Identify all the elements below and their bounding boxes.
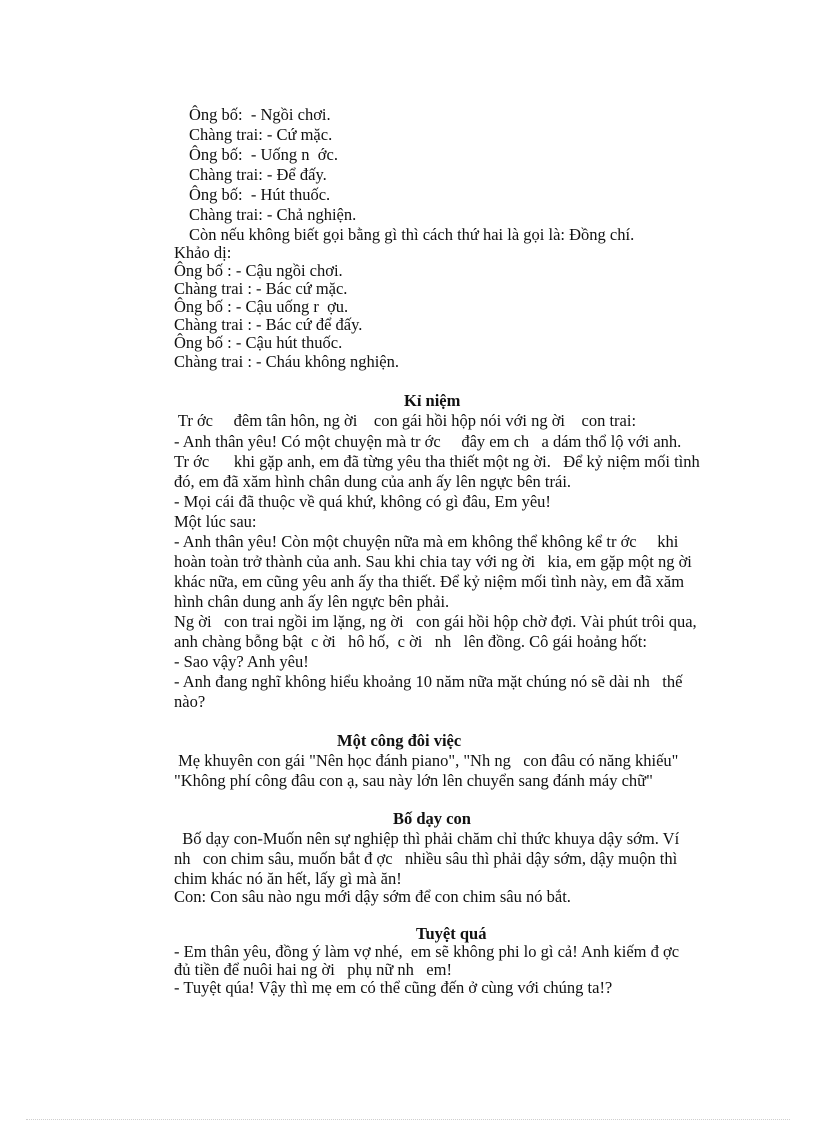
dialogue-line: Ông bố: - Hút thuốc. xyxy=(189,185,331,204)
story-line: Bố dạy con-Muốn nên sự nghiệp thì phải chăm chỉ thức khuya dậy sớm. Ví xyxy=(174,829,680,848)
story-line: nào? xyxy=(174,692,206,711)
story-line: - Anh thân yêu! Còn một chuyện nữa mà em không thể không kể tr ớc khi xyxy=(174,532,679,551)
story-line: khác nữa, em cũng yêu anh ấy tha thiết. Để kỷ niệm mối tình này, em đã xăm xyxy=(174,572,685,591)
story-title: Tuyệt quá xyxy=(416,924,487,943)
story-line: - Em thân yêu, đồng ý làm vợ nhé, em sẽ không phi lo gì cả! Anh kiếm đ ợc xyxy=(174,942,680,961)
dialogue-line: Chàng trai: - Chả nghiện. xyxy=(189,205,357,224)
dialogue-line: Ông bố: - Ngồi chơi. xyxy=(189,105,331,124)
story-line: nh con chim sâu, muốn bắt đ ợc nhiều sâu thì phải dậy sớm, dậy muộn thì xyxy=(174,849,678,868)
story-line: Mẹ khuyên con gái "Nên học đánh piano", "Nh ng con đâu có năng khiếu" xyxy=(174,751,679,770)
story-line: Một lúc sau: xyxy=(174,512,257,531)
variant-line: Ông bố : - Cậu ngồi chơi. xyxy=(174,261,343,280)
story-line: hoàn toàn trở thành của anh. Sau khi chia tay với ng ời kia, em gặp một ng ời xyxy=(174,552,692,571)
dialogue-line: Còn nếu không biết gọi bằng gì thì cách thứ hai là gọi là: Đồng chí. xyxy=(189,225,635,244)
page-bottom-divider xyxy=(26,1119,790,1120)
dialogue-line: Ông bố: - Uống n ớc. xyxy=(189,145,338,164)
story-line: anh chàng bỗng bật c ời hô hố, c ời nh lên đồng. Cô gái hoảng hốt: xyxy=(174,632,647,651)
story-line: - Mọi cái đã thuộc về quá khứ, không có gì đâu, Em yêu! xyxy=(174,492,551,511)
dialogue-line: Chàng trai: - Cứ mặc. xyxy=(189,125,333,144)
story-line: Ng ời con trai ngồi im lặng, ng ời con gái hồi hộp chờ đợi. Vài phút trôi qua, xyxy=(174,612,697,631)
story-title: Kỉ niệm xyxy=(404,391,461,410)
story-line: đó, em đã xăm hình chân dung của anh ấy lên ngực bên trái. xyxy=(174,472,572,491)
variant-line: Chàng trai : - Bác cứ để đấy. xyxy=(174,315,363,334)
story-line: "Không phí công đâu con ạ, sau này lớn lên chuyển sang đánh máy chữ" xyxy=(174,771,653,790)
variant-line: Ông bố : - Cậu hút thuốc. xyxy=(174,333,343,352)
variant-line: Ông bố : - Cậu uống r ợu. xyxy=(174,297,349,316)
story-title: Bố dạy con xyxy=(393,809,471,828)
story-line: - Tuyệt qúa! Vậy thì mẹ em có thể cũng đến ở cùng với chúng ta!? xyxy=(174,978,613,997)
story-line: - Anh đang nghĩ không hiểu khoảng 10 năm nữa mặt chúng nó sẽ dài nh thế xyxy=(174,672,683,691)
story-line: hình chân dung anh ấy lên ngực bên phải. xyxy=(174,592,450,611)
dialogue-line: Chàng trai: - Để đấy. xyxy=(189,165,327,184)
story-title: Một công đôi việc xyxy=(337,731,462,750)
story-line: Con: Con sâu nào ngu mới dậy sớm để con chim sâu nó bắt. xyxy=(174,887,571,906)
variant-line: Chàng trai : - Bác cứ mặc. xyxy=(174,279,348,298)
story-line: đủ tiền để nuôi hai ng ời phụ nữ nh em! xyxy=(174,960,452,979)
story-line: Tr ớc đêm tân hôn, ng ời con gái hồi hộp nói với ng ời con trai: xyxy=(174,411,637,430)
variant-line: Khảo dị: xyxy=(174,243,232,262)
story-line: - Anh thân yêu! Có một chuyện mà tr ớc đây em ch a dám thổ lộ với anh. xyxy=(174,432,682,451)
story-line: chim khác nó ăn hết, lấy gì mà ăn! xyxy=(174,869,402,888)
variant-line: Chàng trai : - Cháu không nghiện. xyxy=(174,352,400,371)
story-line: Tr ớc khi gặp anh, em đã từng yêu tha thiết một ng ời. Để kỷ niệm mối tình xyxy=(174,452,700,471)
story-line: - Sao vậy? Anh yêu! xyxy=(174,652,309,671)
